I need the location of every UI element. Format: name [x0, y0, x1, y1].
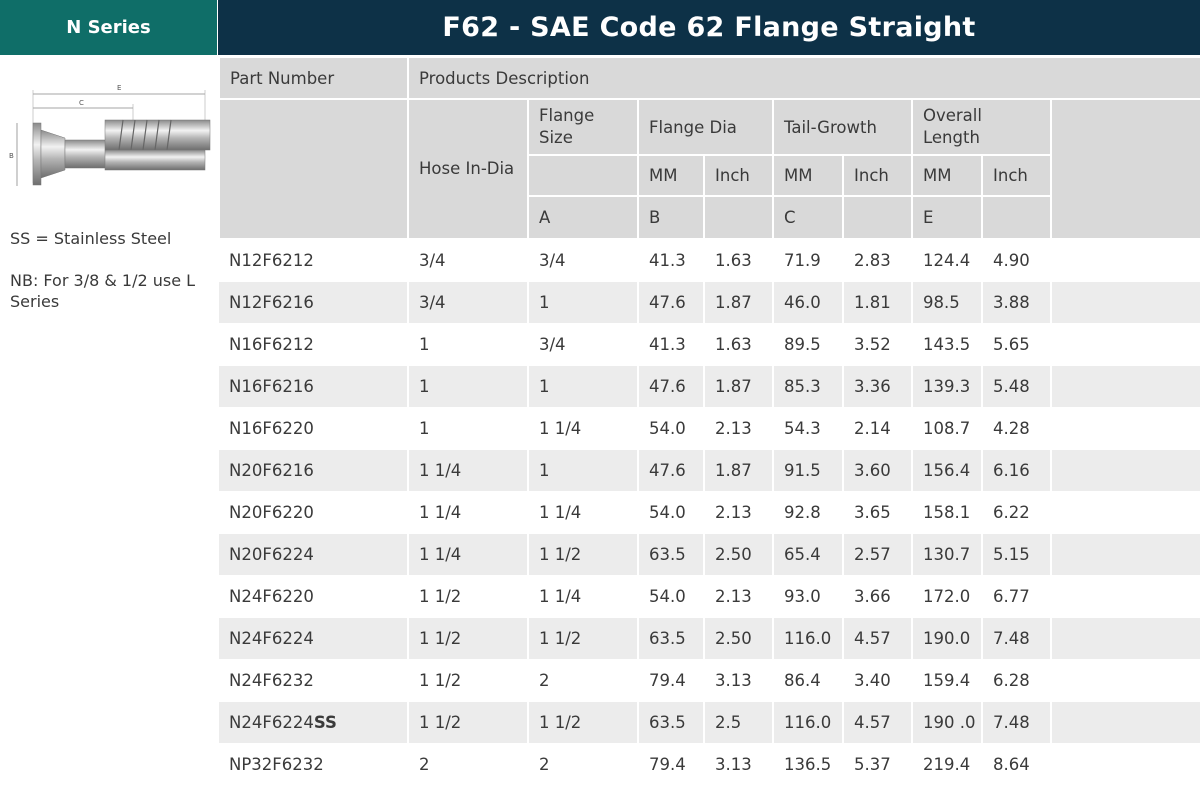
cell-ol-in: 7.48 — [982, 617, 1051, 659]
cell-tg-mm: 116.0 — [773, 617, 843, 659]
cell-ol-mm: 159.4 — [912, 659, 982, 701]
cell-flange: 1 — [528, 449, 638, 491]
cell-tg-mm: 85.3 — [773, 365, 843, 407]
part-number-text: N16F6220 — [229, 418, 314, 438]
header-part-number: Part Number — [219, 57, 408, 99]
cell-filler — [1051, 533, 1200, 575]
cell-part-number — [219, 533, 408, 575]
table-row — [219, 323, 1200, 365]
header-letter-e: E — [912, 196, 982, 239]
cell-tg-in: 3.36 — [843, 365, 912, 407]
cell-part-number — [219, 281, 408, 323]
note-series: NB: For 3/8 & 1/2 use L Series — [10, 271, 196, 311]
cell-fd-in: 3.13 — [704, 743, 773, 785]
header-tail-growth: Tail-Growth — [773, 99, 912, 155]
cell-filler — [1051, 281, 1200, 323]
part-number-text: N16F6212 — [229, 334, 314, 354]
cell-fd-mm: 79.4 — [638, 659, 704, 701]
cell-filler — [1051, 491, 1200, 533]
header-filler — [1051, 99, 1200, 239]
cell-tg-mm: 46.0 — [773, 281, 843, 323]
header-letter-a: A — [528, 196, 638, 239]
dim-label-c: C — [79, 99, 84, 107]
header-ol-mm: MM — [912, 155, 982, 196]
cell-flange: 1 1/4 — [528, 575, 638, 617]
cell-ol-mm: 124.4 — [912, 239, 982, 281]
cell-tg-mm: 116.0 — [773, 701, 843, 743]
header-products-description: Products Description — [408, 57, 1200, 99]
cell-part-number — [219, 659, 408, 701]
cell-tg-mm: 89.5 — [773, 323, 843, 365]
cell-fd-mm: 47.6 — [638, 365, 704, 407]
table-row — [219, 491, 1200, 533]
cell-tg-mm: 65.4 — [773, 533, 843, 575]
part-number-text: N24F6224 — [229, 628, 314, 648]
cell-flange: 1 — [528, 281, 638, 323]
cell-tg-mm: 92.8 — [773, 491, 843, 533]
cell-hose: 1 — [408, 407, 528, 449]
header-flange-size-blank — [528, 155, 638, 196]
header-hose-in-dia: Hose In-Dia — [408, 99, 528, 239]
cell-fd-mm: 47.6 — [638, 281, 704, 323]
cell-tg-in: 2.14 — [843, 407, 912, 449]
cell-ol-mm: 158.1 — [912, 491, 982, 533]
cell-filler — [1051, 659, 1200, 701]
cell-flange: 2 — [528, 743, 638, 785]
cell-ol-mm: 139.3 — [912, 365, 982, 407]
table-row — [219, 365, 1200, 407]
cell-fd-mm: 63.5 — [638, 701, 704, 743]
cell-filler — [1051, 323, 1200, 365]
cell-tg-mm: 91.5 — [773, 449, 843, 491]
cell-ol-in: 5.15 — [982, 533, 1051, 575]
header-letter-b: B — [638, 196, 704, 239]
cell-hose: 1 1/2 — [408, 701, 528, 743]
cell-tg-in: 3.52 — [843, 323, 912, 365]
cell-fd-in: 1.63 — [704, 323, 773, 365]
cell-flange: 1 1/4 — [528, 407, 638, 449]
cell-ol-in: 3.88 — [982, 281, 1051, 323]
table-row — [219, 407, 1200, 449]
cell-ol-in: 6.22 — [982, 491, 1051, 533]
cell-ol-mm: 190 .0 — [912, 701, 982, 743]
series-tab-label: N Series — [66, 17, 151, 38]
cell-flange: 3/4 — [528, 323, 638, 365]
cell-tg-in: 2.57 — [843, 533, 912, 575]
cell-fd-mm: 63.5 — [638, 533, 704, 575]
cell-filler — [1051, 365, 1200, 407]
cell-ol-mm: 172.0 — [912, 575, 982, 617]
header-fd-mm: MM — [638, 155, 704, 196]
cell-fd-in: 1.63 — [704, 239, 773, 281]
cell-ol-mm: 156.4 — [912, 449, 982, 491]
cell-fd-in: 2.13 — [704, 491, 773, 533]
part-number-text: N24F6232 — [229, 670, 314, 690]
cell-tg-in: 3.40 — [843, 659, 912, 701]
cell-ol-mm: 219.4 — [912, 743, 982, 785]
cell-ol-mm: 130.7 — [912, 533, 982, 575]
cell-hose: 1 — [408, 323, 528, 365]
part-number-text: NP32F6232 — [229, 754, 324, 774]
cell-fd-in: 2.50 — [704, 533, 773, 575]
part-number-text: N20F6216 — [229, 460, 314, 480]
cell-tg-mm: 86.4 — [773, 659, 843, 701]
cell-tg-in: 4.57 — [843, 617, 912, 659]
cell-part-number — [219, 701, 408, 743]
header-letter-e-blank — [982, 196, 1051, 239]
cell-fd-in: 2.5 — [704, 701, 773, 743]
header-ol-inch: Inch — [982, 155, 1051, 196]
cell-fd-in: 2.13 — [704, 407, 773, 449]
cell-fd-mm: 54.0 — [638, 491, 704, 533]
table-row — [219, 281, 1200, 323]
table-row — [219, 617, 1200, 659]
cell-fd-in: 3.13 — [704, 659, 773, 701]
cell-flange: 1 1/2 — [528, 533, 638, 575]
part-number-text: N20F6220 — [229, 502, 314, 522]
cell-ol-in: 6.77 — [982, 575, 1051, 617]
cell-hose: 1 1/4 — [408, 491, 528, 533]
cell-tg-in: 3.66 — [843, 575, 912, 617]
dim-label-e: E — [117, 84, 122, 92]
cell-fd-in: 1.87 — [704, 449, 773, 491]
part-number-text: N12F6212 — [229, 250, 314, 270]
cell-tg-mm: 136.5 — [773, 743, 843, 785]
cell-fd-in: 2.13 — [704, 575, 773, 617]
cell-tg-in: 4.57 — [843, 701, 912, 743]
cell-hose: 1 1/2 — [408, 659, 528, 701]
cell-hose: 3/4 — [408, 239, 528, 281]
cell-hose: 1 1/4 — [408, 533, 528, 575]
part-number-text: N24F6224 — [229, 712, 314, 732]
product-table — [218, 56, 1200, 786]
cell-fd-mm: 47.6 — [638, 449, 704, 491]
header-overall-length: Overall Length — [912, 99, 1051, 155]
cell-flange: 1 1/2 — [528, 617, 638, 659]
table-row — [219, 659, 1200, 701]
header-fd-inch: Inch — [704, 155, 773, 196]
header-flange-size: Flange Size — [528, 99, 638, 155]
cell-ol-in: 4.90 — [982, 239, 1051, 281]
header-tg-inch: Inch — [843, 155, 912, 196]
cell-flange: 1 1/2 — [528, 701, 638, 743]
header-part-number-spacer — [219, 99, 408, 239]
part-number-text: N16F6216 — [229, 376, 314, 396]
cell-filler — [1051, 575, 1200, 617]
cell-flange: 1 — [528, 365, 638, 407]
series-tab — [0, 0, 217, 55]
cell-ol-mm: 108.7 — [912, 407, 982, 449]
cell-fd-mm: 41.3 — [638, 239, 704, 281]
header-flange-dia: Flange Dia — [638, 99, 773, 155]
header-letter-c-blank — [843, 196, 912, 239]
cell-tg-mm: 54.3 — [773, 407, 843, 449]
note-stainless-steel: SS = Stainless Steel — [10, 229, 172, 248]
cell-part-number — [219, 407, 408, 449]
cell-flange: 2 — [528, 659, 638, 701]
cell-filler — [1051, 617, 1200, 659]
cell-fd-in: 2.50 — [704, 617, 773, 659]
cell-filler — [1051, 239, 1200, 281]
part-number-text: N20F6224 — [229, 544, 314, 564]
cell-ol-in: 5.65 — [982, 323, 1051, 365]
dim-label-b: B — [9, 152, 14, 160]
table-row — [219, 533, 1200, 575]
cell-fd-mm: 41.3 — [638, 323, 704, 365]
cell-flange: 3/4 — [528, 239, 638, 281]
part-number-text: N12F6216 — [229, 292, 314, 312]
header-letter-b-blank — [704, 196, 773, 239]
cell-tg-mm: 93.0 — [773, 575, 843, 617]
cell-fd-mm: 63.5 — [638, 617, 704, 659]
cell-hose: 1 — [408, 365, 528, 407]
part-number-suffix: SS — [313, 712, 337, 732]
cell-flange: 1 1/4 — [528, 491, 638, 533]
table-row — [219, 239, 1200, 281]
cell-part-number — [219, 365, 408, 407]
cell-ol-in: 4.28 — [982, 407, 1051, 449]
cell-filler — [1051, 743, 1200, 785]
cell-hose: 1 1/4 — [408, 449, 528, 491]
cell-filler — [1051, 407, 1200, 449]
cell-tg-in: 5.37 — [843, 743, 912, 785]
table-row — [219, 575, 1200, 617]
cell-part-number — [219, 239, 408, 281]
cell-ol-mm: 190.0 — [912, 617, 982, 659]
cell-tg-in: 1.81 — [843, 281, 912, 323]
cell-tg-in: 3.65 — [843, 491, 912, 533]
cell-fd-in: 1.87 — [704, 365, 773, 407]
header-tg-mm: MM — [773, 155, 843, 196]
table-row — [219, 449, 1200, 491]
cell-part-number — [219, 491, 408, 533]
page-title: F62 - SAE Code 62 Flange Straight — [442, 12, 976, 43]
cell-ol-mm: 143.5 — [912, 323, 982, 365]
cell-filler — [1051, 449, 1200, 491]
header-letter-c: C — [773, 196, 843, 239]
cell-fd-mm: 54.0 — [638, 575, 704, 617]
page-title-bar — [218, 0, 1200, 55]
cell-hose: 1 1/2 — [408, 575, 528, 617]
cell-fd-in: 1.87 — [704, 281, 773, 323]
cell-part-number — [219, 575, 408, 617]
table-row — [219, 743, 1200, 785]
cell-hose: 3/4 — [408, 281, 528, 323]
cell-fd-mm: 79.4 — [638, 743, 704, 785]
cell-ol-in: 8.64 — [982, 743, 1051, 785]
cell-tg-in: 2.83 — [843, 239, 912, 281]
cell-fd-mm: 54.0 — [638, 407, 704, 449]
cell-ol-in: 6.28 — [982, 659, 1051, 701]
part-number-text: N24F6220 — [229, 586, 314, 606]
cell-part-number — [219, 617, 408, 659]
fitting-diagram — [5, 78, 215, 193]
cell-part-number — [219, 449, 408, 491]
cell-tg-mm: 71.9 — [773, 239, 843, 281]
cell-tg-in: 3.60 — [843, 449, 912, 491]
cell-ol-mm: 98.5 — [912, 281, 982, 323]
cell-ol-in: 5.48 — [982, 365, 1051, 407]
cell-ol-in: 7.48 — [982, 701, 1051, 743]
cell-hose: 1 1/2 — [408, 617, 528, 659]
cell-ol-in: 6.16 — [982, 449, 1051, 491]
cell-part-number — [219, 743, 408, 785]
table-row — [219, 701, 1200, 743]
cell-filler — [1051, 701, 1200, 743]
cell-hose: 2 — [408, 743, 528, 785]
cell-part-number — [219, 323, 408, 365]
